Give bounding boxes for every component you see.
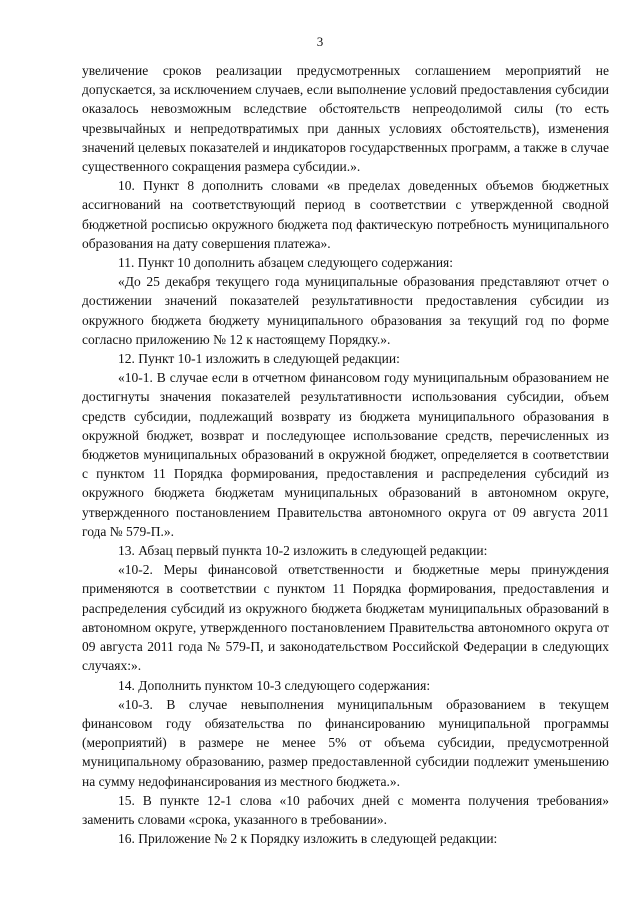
paragraph: 10. Пункт 8 дополнить словами «в пределах доведенных объемов бюджетных ассигнований на соответствующий период в соответствии с утвержденной сводной бюджетной росписью окружного бюджета под фактическую потребность муниципального образования на дату совершения платежа». <box>82 178 609 251</box>
paragraph: 14. Дополнить пунктом 10-3 следующего содержания: <box>118 677 431 693</box>
paragraph: 16. Приложение № 2 к Порядку изложить в следующей редакции: <box>118 831 498 847</box>
page-number: 3 <box>316 34 324 49</box>
paragraph: 12. Пункт 10-1 изложить в следующей редакции: <box>118 351 400 367</box>
paragraph: увеличение сроков реализации предусмотренных соглашением мероприятий не допускается, за исключением случаев, если выполнение условий предоставления субсидии оказалось невозможным вследствие обстоятельств непреодолимой силы (то есть чрезвычайных и непредотвратимых при данных условиях обстоятельств), изменения значений целевых показателей и индикаторов государственных программ, а также в случае существенного сокращения размера субсидии.». <box>82 63 609 175</box>
paragraph: «10-1. В случае если в отчетном финансовом году муниципальным образованием не достигнуты значения показателей результативности использования субсидии, объем средств субсидии, подлежащий возврату из бюджета муниципального образования в окружной бюджет, возврат и последующее использование средств, перечисленных из бюджетов муниципальных образований в окружной бюджет, определяется в соответствии с пунктом 11 Порядка формирования, предоставления и распределения субсидий из окружного бюджета бюджетам муниципальных образований в автономном округе, утвержденного постановлением Правительства автономного округа от 09 августа 2011 года № 579-П.». <box>82 370 609 539</box>
paragraph: 11. Пункт 10 дополнить абзацем следующего содержания: <box>118 255 454 271</box>
paragraph: 13. Абзац первый пункта 10-2 изложить в следующей редакции: <box>118 543 488 559</box>
paragraph: 15. В пункте 12-1 слова «10 рабочих дней с момента получения требования» заменить словами «срока, указанного в требовании». <box>82 792 609 827</box>
document-body <box>82 61 609 848</box>
paragraph: «До 25 декабря текущего года муниципальные образования представляют отчет о достижении значений показателей результативности предоставления субсидии из окружного бюджета бюджету муниципального образования за текущий год по форме согласно приложению № 12 к настоящему Порядку.». <box>82 274 609 347</box>
paragraph: «10-3. В случае невыполнения муниципальным образованием в текущем финансовом году обязательства по финансированию муниципальной программы (мероприятий) в размере не менее 5% от объема субсидии, предусмотренной муниципальному образованию, размер предоставленной субсидии подлежит уменьшению на сумму недофинансирования из местного бюджета.». <box>82 696 609 789</box>
paragraph: «10-2. Меры финансовой ответственности и бюджетные меры принуждения применяются в соответствии с пунктом 11 Порядка формирования, предоставления и распределения субсидий из окружного бюджета бюджетам муниципальных образований в автономном округе, утвержденного постановлением Правительства автономного округа от 09 августа 2011 года № 579-П, и законодательством Российской Федерации в следующих случаях:». <box>82 562 609 674</box>
